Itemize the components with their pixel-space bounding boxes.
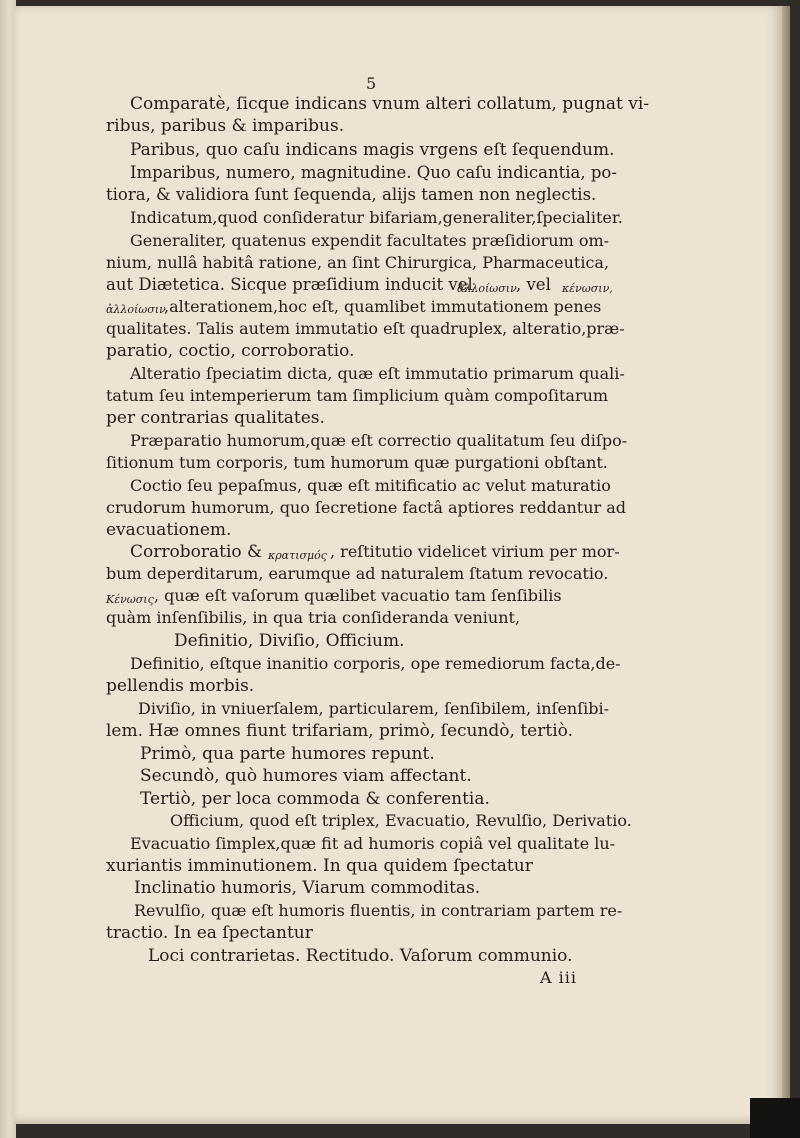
- text-line: Definitio, Diviſio, Officium.: [174, 631, 405, 651]
- greek-word: ἀλλοίωσιν: [106, 303, 166, 316]
- text-line: ribus, paribus & imparibus.: [106, 116, 345, 136]
- text-line: , vel: [516, 275, 551, 294]
- text-line: bum deperditarum, earumque ad naturalem ſtatum revocatio.: [106, 564, 609, 583]
- text-line: Loci contrarietas. Rectitudo. Vaſorum communio.: [148, 946, 573, 966]
- text-line: Revulſio, quæ eſt humoris fluentis, in contrariam partem re-: [134, 901, 623, 920]
- greek-word: κρατισμός: [268, 549, 327, 562]
- text-line: Secundò, quò humores viam affectant.: [140, 766, 472, 786]
- greek-word: ἀλλοίωσιν: [457, 282, 517, 295]
- text-line: aut Diætetica. Sicque præſidium inducit vel: [106, 275, 473, 294]
- page-text: [14, 6, 782, 1124]
- text-line: Generaliter, quatenus expendit facultates præſidiorum om-: [130, 231, 610, 250]
- text-line: per contrarias qualitates.: [106, 408, 325, 428]
- text-line: lem. Hæ omnes fiunt trifariam, primò, ſecundò, tertiò.: [106, 721, 573, 741]
- text-line: qualitates. Talis autem immutatio eſt quadruplex, alteratio,præ-: [106, 319, 625, 338]
- text-line: pellendis morbis.: [106, 676, 255, 696]
- text-line: ,alterationem,hoc eſt, quamlibet immutationem penes: [164, 297, 602, 316]
- text-line: crudorum humorum, quo ſecretione factâ aptiores reddantur ad: [106, 498, 627, 517]
- text-line: , quæ eſt vaſorum quælibet vacuatio tam ſenſibilis: [154, 586, 562, 605]
- text-line: Paribus, quo caſu indicans magis vrgens eſt ſequendum.: [130, 140, 615, 160]
- text-line: Coctio ſeu pepaſmus, quæ eſt mitificatio ac velut maturatio: [130, 476, 611, 495]
- greek-word: κένωσιν,: [562, 282, 613, 295]
- text-line: Tertiò, per loca commoda & conferentia.: [140, 789, 490, 809]
- text-line: nium, nullâ habitâ ratione, an ſint Chirurgica, Pharmaceutica,: [106, 253, 610, 272]
- text-line: xuriantis imminutionem. In qua quidem ſpectatur: [106, 856, 533, 876]
- text-line: Diviſio, in vniuerſalem, particularem, ſenſibilem, inſenſibi-: [138, 699, 610, 718]
- page-number: 5: [366, 74, 377, 93]
- text-line: evacuationem.: [106, 520, 232, 540]
- text-line: Inclinatio humoris, Viarum commoditas.: [134, 878, 481, 898]
- text-line: , reſtitutio videlicet virium per mor-: [330, 542, 620, 561]
- text-line: Definitio, eſtque inanitio corporis, ope remediorum facta,de-: [130, 654, 621, 673]
- text-line: quàm inſenſibilis, in qua tria conſideranda veniunt,: [106, 608, 521, 627]
- text-line: Præparatio humorum,quæ eſt correctio qualitatum ſeu diſpo-: [130, 431, 628, 450]
- text-line: Officium, quod eſt triplex, Evacuatio, Revulſio, Derivatio.: [170, 811, 632, 830]
- page-fore-edge: [782, 6, 790, 1118]
- text-line: Comparatè, ſicque indicans vnum alteri collatum, pugnat vi-: [130, 94, 650, 114]
- text-line: Imparibus, numero, magnitudine. Quo caſu indicantia, po-: [130, 163, 617, 182]
- signature-mark: A iii: [540, 968, 577, 987]
- text-line: Primò, qua parte humores repunt.: [140, 744, 435, 764]
- text-line: Evacuatio ſimplex,quæ fit ad humoris copiâ vel qualitate lu-: [130, 834, 616, 853]
- text-line: Alteratio ſpeciatim dicta, quæ eſt immutatio primarum quali-: [130, 364, 625, 383]
- text-line: tatum ſeu intemperierum tam ſimplicium quàm compoſitarum: [106, 386, 609, 405]
- text-line: paratio, coctio, corroboratio.: [106, 341, 355, 361]
- text-line: tiora, & validiora ſunt ſequenda, alijs tamen non neglectis.: [106, 185, 597, 204]
- text-line: tractio. In ea ſpectantur: [106, 923, 313, 943]
- greek-word: Κένωσις: [106, 593, 154, 606]
- page-sheet: [14, 6, 782, 1124]
- text-line: ſitionum tum corporis, tum humorum quæ purgationi obſtant.: [106, 453, 608, 472]
- text-line: Corroboratio &: [130, 542, 263, 562]
- text-line: Indicatum,quod conſideratur bifariam,generaliter,ſpecialiter.: [130, 208, 623, 227]
- scan-corner: [750, 1098, 800, 1138]
